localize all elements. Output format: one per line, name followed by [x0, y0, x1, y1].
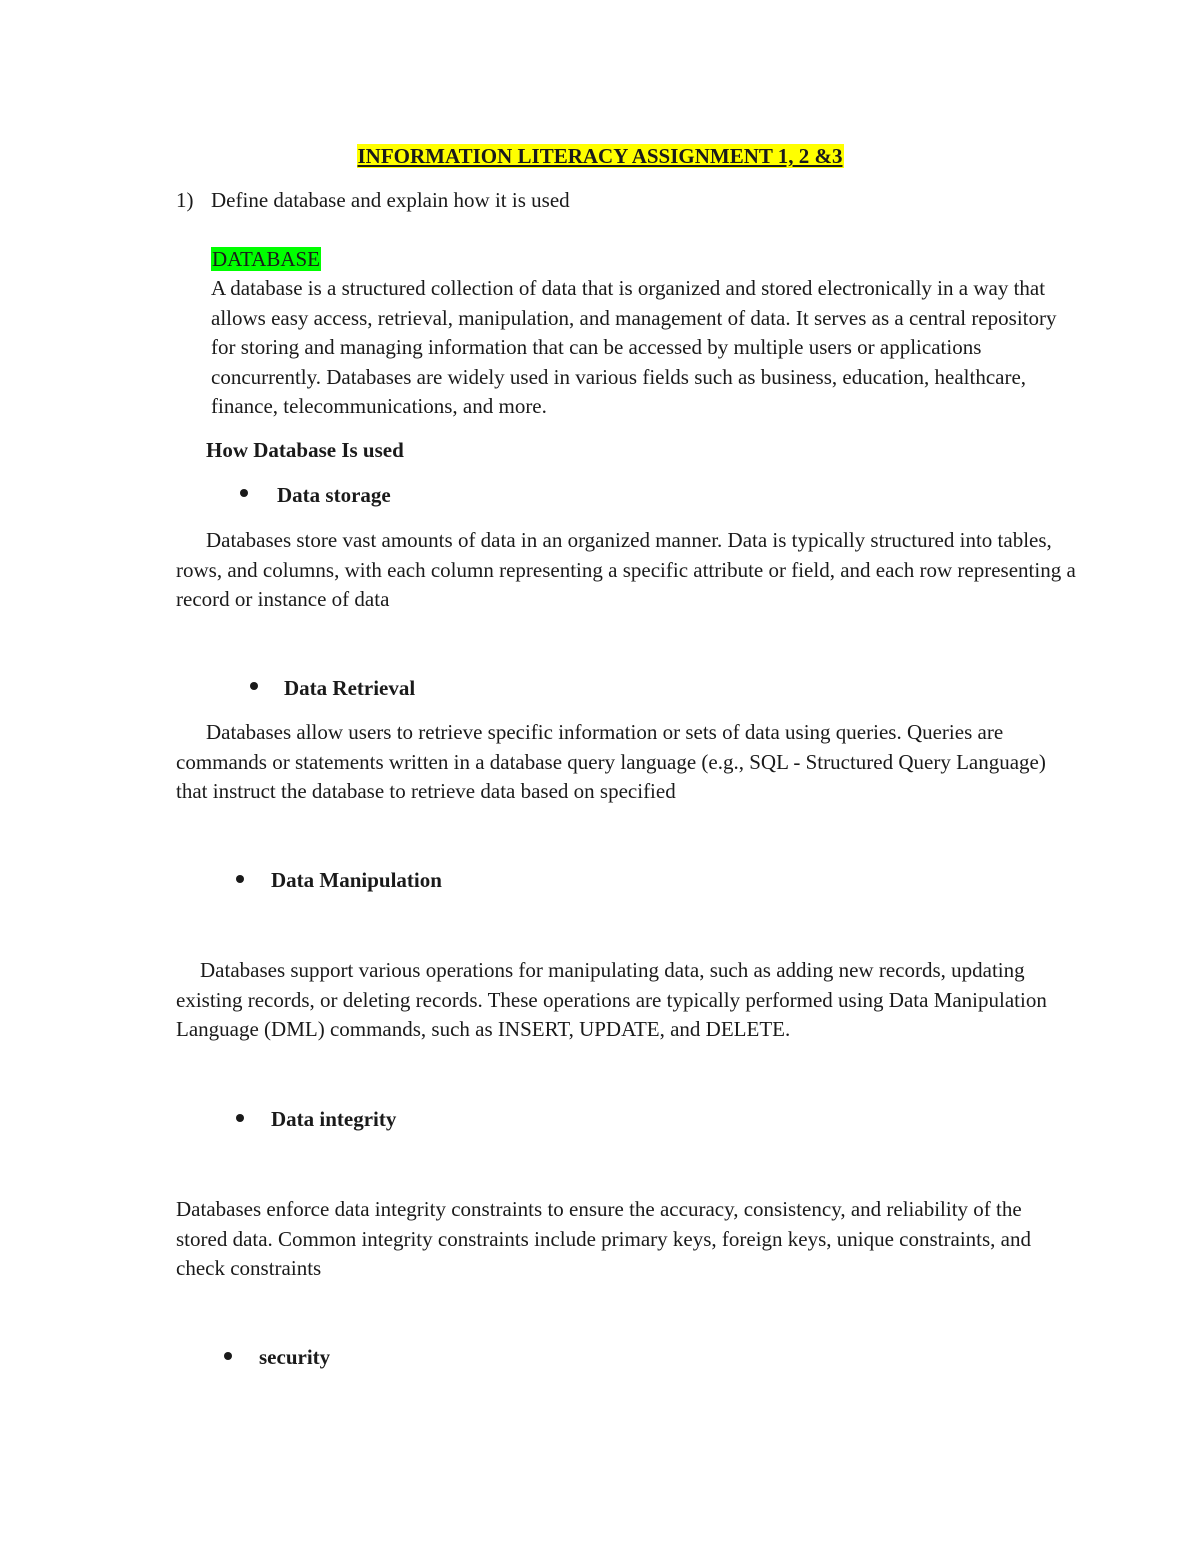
section-heading-data-manipulation: Data Manipulation	[271, 868, 442, 892]
section-heading-data-retrieval: Data Retrieval	[284, 676, 416, 700]
question-text: Define database and explain how it is used	[211, 188, 570, 212]
bullet-icon	[250, 682, 258, 690]
question-number: 1)	[176, 188, 194, 212]
section-heading-data-storage: Data storage	[277, 483, 391, 507]
bullet-icon	[236, 875, 244, 883]
bullet-icon	[240, 489, 248, 497]
document-title-text: INFORMATION LITERACY ASSIGNMENT 1, 2 &3	[357, 144, 843, 168]
section-text-data-storage: Databases store vast amounts of data in an organized manner. Data is typically structured into tables, rows, and columns, with each column representing a specific attribute or field, and each row representing a record or instance of data	[176, 528, 1076, 611]
section-heading-security: security	[259, 1345, 331, 1369]
section-heading-data-integrity: Data integrity	[271, 1107, 397, 1131]
section-text-data-retrieval: Databases allow users to retrieve specific information or sets of data using queries. Queries are commands or statements written in a database query language (e.g., SQL - Structured Query Language) that instruct the database to retrieve data based on specified	[176, 720, 1046, 803]
database-label-text: DATABASE	[212, 247, 320, 271]
bullet-icon	[236, 1114, 244, 1122]
section-text-data-manipulation: Databases support various operations for manipulating data, such as adding new records, updating existing records, or deleting records. These operations are typically performed using Data Manipulation Language (DML) commands, such as INSERT, UPDATE, and DELETE.	[176, 958, 1047, 1041]
section-text-data-integrity: Databases enforce data integrity constraints to ensure the accuracy, consistency, and reliability of the stored data. Common integrity constraints include primary keys, foreign keys, unique constraints, and check constraints	[176, 1197, 1031, 1280]
document-title	[0, 142, 1200, 172]
database-label	[211, 245, 321, 275]
bullet-icon	[224, 1352, 232, 1360]
database-definition: A database is a structured collection of data that is organized and stored electronically in a way that allows easy access, retrieval, manipulation, and management of data. It serves as a central repository for storing and managing information that can be accessed by multiple users or applications concurrently. Databases are widely used in various fields such as business, education, healthcare, finance, telecommunications, and more.	[211, 276, 1057, 418]
how-used-heading: How Database Is used	[206, 438, 404, 462]
